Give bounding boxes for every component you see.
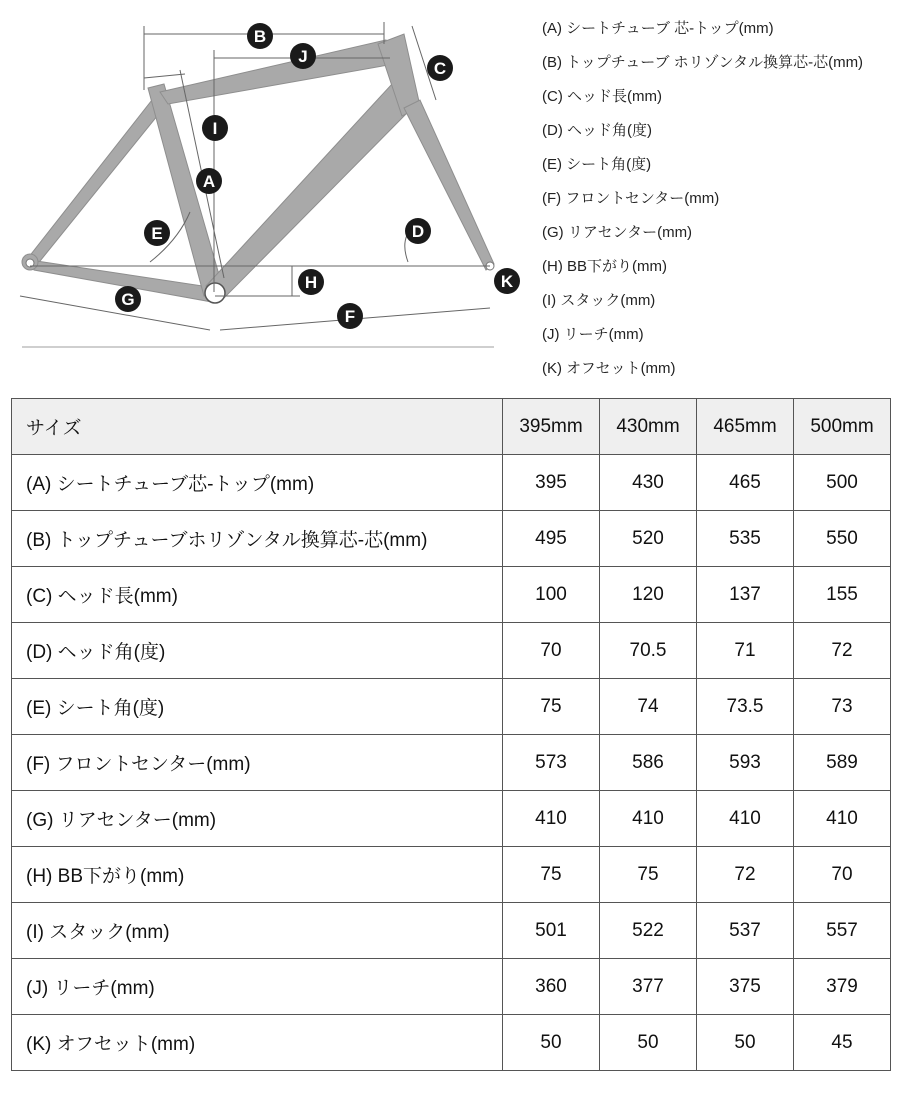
legend-item-b: (B) トップチューブ ホリゾンタル換算芯-芯(mm) bbox=[542, 54, 864, 71]
cell-value: 73.5 bbox=[697, 679, 794, 735]
marker-B bbox=[247, 23, 273, 49]
cell-value: 100 bbox=[503, 567, 600, 623]
svg-text:F: F bbox=[344, 307, 356, 326]
cell-value: 75 bbox=[600, 847, 697, 903]
row-label: (H) BB下がり(mm) bbox=[12, 847, 503, 903]
marker-G bbox=[115, 286, 141, 312]
cell-value: 430 bbox=[600, 455, 697, 511]
cell-value: 537 bbox=[697, 903, 794, 959]
cell-value: 535 bbox=[697, 511, 794, 567]
cell-value: 71 bbox=[697, 623, 794, 679]
cell-value: 593 bbox=[697, 735, 794, 791]
table-row bbox=[12, 511, 891, 567]
cell-value: 50 bbox=[600, 1015, 697, 1071]
table-row bbox=[12, 791, 891, 847]
marker-F bbox=[337, 303, 363, 329]
cell-value: 495 bbox=[503, 511, 600, 567]
row-label: (E) シート角(度) bbox=[12, 679, 503, 735]
svg-text:B: B bbox=[253, 27, 267, 46]
table-row bbox=[12, 679, 891, 735]
cell-value: 410 bbox=[600, 791, 697, 847]
cell-value: 410 bbox=[503, 791, 600, 847]
cell-value: 375 bbox=[697, 959, 794, 1015]
cell-value: 70.5 bbox=[600, 623, 697, 679]
marker-D bbox=[405, 218, 431, 244]
row-label: (C) ヘッド長(mm) bbox=[12, 567, 503, 623]
row-label: (J) リーチ(mm) bbox=[12, 959, 503, 1015]
legend-item-i: (I) スタック(mm) bbox=[542, 292, 656, 309]
cell-value: 465 bbox=[697, 455, 794, 511]
cell-value: 72 bbox=[794, 623, 891, 679]
table-row bbox=[12, 847, 891, 903]
marker-J bbox=[290, 43, 316, 69]
svg-text:C: C bbox=[433, 59, 447, 78]
header-size-500: 500mm bbox=[794, 399, 891, 455]
svg-text:G: G bbox=[121, 290, 135, 309]
cell-value: 379 bbox=[794, 959, 891, 1015]
cell-value: 70 bbox=[794, 847, 891, 903]
header-size: サイズ bbox=[12, 399, 503, 455]
marker-A bbox=[196, 168, 222, 194]
cell-value: 72 bbox=[697, 847, 794, 903]
cell-value: 155 bbox=[794, 567, 891, 623]
row-label: (B) トップチューブホリゾンタル換算芯-芯(mm) bbox=[12, 511, 503, 567]
cell-value: 573 bbox=[503, 735, 600, 791]
legend-item-a: (A) シートチューブ 芯-トップ(mm) bbox=[542, 20, 774, 37]
cell-value: 522 bbox=[600, 903, 697, 959]
table-header-row bbox=[12, 399, 891, 455]
cell-value: 557 bbox=[794, 903, 891, 959]
svg-text:K: K bbox=[500, 272, 514, 291]
table-row bbox=[12, 623, 891, 679]
frame-geometry-diagram bbox=[0, 0, 520, 380]
geometry-legend bbox=[542, 12, 863, 386]
legend-item-d: (D) ヘッド角(度) bbox=[542, 122, 652, 139]
cell-value: 70 bbox=[503, 623, 600, 679]
dimension-lines bbox=[20, 22, 490, 330]
legend-item-c: (C) ヘッド長(mm) bbox=[542, 88, 662, 105]
marker-C bbox=[427, 55, 453, 81]
marker-K bbox=[494, 268, 520, 294]
legend-item-f: (F) フロントセンター(mm) bbox=[542, 190, 720, 207]
cell-value: 410 bbox=[697, 791, 794, 847]
cell-value: 360 bbox=[503, 959, 600, 1015]
table-row bbox=[12, 455, 891, 511]
header-size-465: 465mm bbox=[697, 399, 794, 455]
svg-text:J: J bbox=[298, 47, 308, 66]
svg-text:H: H bbox=[304, 273, 318, 292]
legend-item-k: (K) オフセット(mm) bbox=[542, 360, 676, 377]
bottom-bracket bbox=[205, 283, 225, 303]
cell-value: 75 bbox=[503, 679, 600, 735]
legend-item-j: (J) リーチ(mm) bbox=[542, 326, 644, 343]
table-row bbox=[12, 735, 891, 791]
cell-value: 377 bbox=[600, 959, 697, 1015]
row-label: (A) シートチューブ芯-トップ(mm) bbox=[12, 455, 503, 511]
cell-value: 586 bbox=[600, 735, 697, 791]
header-size-430: 430mm bbox=[600, 399, 697, 455]
row-label: (K) オフセット(mm) bbox=[12, 1015, 503, 1071]
cell-value: 589 bbox=[794, 735, 891, 791]
cell-value: 75 bbox=[503, 847, 600, 903]
cell-value: 501 bbox=[503, 903, 600, 959]
cell-value: 45 bbox=[794, 1015, 891, 1071]
row-label: (F) フロントセンター(mm) bbox=[12, 735, 503, 791]
cell-value: 120 bbox=[600, 567, 697, 623]
svg-text:A: A bbox=[202, 172, 216, 191]
cell-value: 550 bbox=[794, 511, 891, 567]
marker-H bbox=[298, 269, 324, 295]
table-row bbox=[12, 903, 891, 959]
marker-I bbox=[202, 115, 228, 141]
cell-value: 73 bbox=[794, 679, 891, 735]
table-row bbox=[12, 567, 891, 623]
cell-value: 410 bbox=[794, 791, 891, 847]
row-label: (G) リアセンター(mm) bbox=[12, 791, 503, 847]
row-label: (D) ヘッド角(度) bbox=[12, 623, 503, 679]
table-row bbox=[12, 1015, 891, 1071]
row-label: (I) スタック(mm) bbox=[12, 903, 503, 959]
cell-value: 137 bbox=[697, 567, 794, 623]
legend-item-h: (H) BB下がり(mm) bbox=[542, 258, 667, 275]
cell-value: 74 bbox=[600, 679, 697, 735]
svg-text:E: E bbox=[151, 224, 163, 243]
marker-E bbox=[144, 220, 170, 246]
legend-item-e: (E) シート角(度) bbox=[542, 156, 652, 173]
header-size-395: 395mm bbox=[503, 399, 600, 455]
geometry-table bbox=[11, 398, 891, 1071]
cell-value: 395 bbox=[503, 455, 600, 511]
legend-item-g: (G) リアセンター(mm) bbox=[542, 224, 693, 241]
table-row bbox=[12, 959, 891, 1015]
cell-value: 500 bbox=[794, 455, 891, 511]
svg-text:D: D bbox=[411, 222, 425, 241]
cell-value: 50 bbox=[697, 1015, 794, 1071]
svg-text:I: I bbox=[212, 119, 218, 138]
cell-value: 520 bbox=[600, 511, 697, 567]
bike-frame bbox=[22, 34, 494, 302]
cell-value: 50 bbox=[503, 1015, 600, 1071]
